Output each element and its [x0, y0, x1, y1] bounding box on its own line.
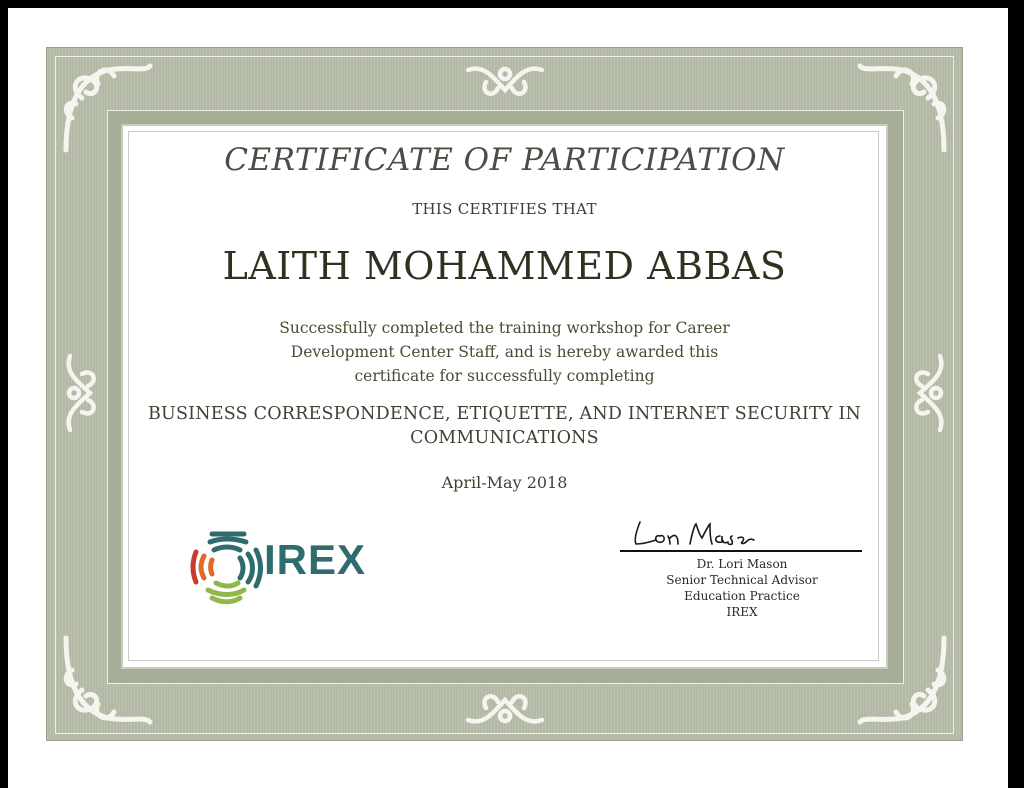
signatory-department: Education Practice: [684, 589, 800, 603]
course-line: COMMUNICATIONS: [410, 428, 599, 448]
description-line: certificate for successfully completing: [354, 367, 655, 385]
course-title: [121, 402, 888, 450]
irex-logo-text: IREX: [264, 536, 367, 583]
corner-ornament-bottom-left-icon: [58, 630, 158, 730]
signatory-title: Senior Technical Advisor: [666, 573, 818, 587]
signature-line: [620, 550, 862, 552]
recipient-name: LAITH MOHAMMED ABBAS: [222, 244, 787, 288]
certificate-date: April-May 2018: [441, 473, 568, 492]
top-center-ornament-icon: [464, 60, 546, 104]
signatory-organization: IREX: [726, 605, 758, 619]
left-center-ornament-icon: [60, 352, 104, 434]
corner-ornament-bottom-right-icon: [852, 630, 952, 730]
certifies-label: THIS CERTIFIES THAT: [412, 200, 597, 218]
description-line: Successfully completed the training workshop for Career: [279, 319, 730, 337]
irex-logo-icon: [190, 528, 264, 606]
bottom-center-ornament-icon: [464, 686, 546, 730]
certificate-title: CERTIFICATE OF PARTICIPATION: [224, 142, 785, 178]
signature-image: [630, 514, 760, 550]
course-line: BUSINESS CORRESPONDENCE, ETIQUETTE, AND INTERNET SECURITY IN: [147, 404, 862, 424]
signatory-block: [622, 556, 862, 620]
signatory-name: Dr. Lori Mason: [696, 557, 788, 571]
certificate-description: [121, 316, 888, 388]
right-center-ornament-icon: [906, 352, 950, 434]
description-line: Development Center Staff, and is hereby awarded this: [290, 343, 719, 361]
